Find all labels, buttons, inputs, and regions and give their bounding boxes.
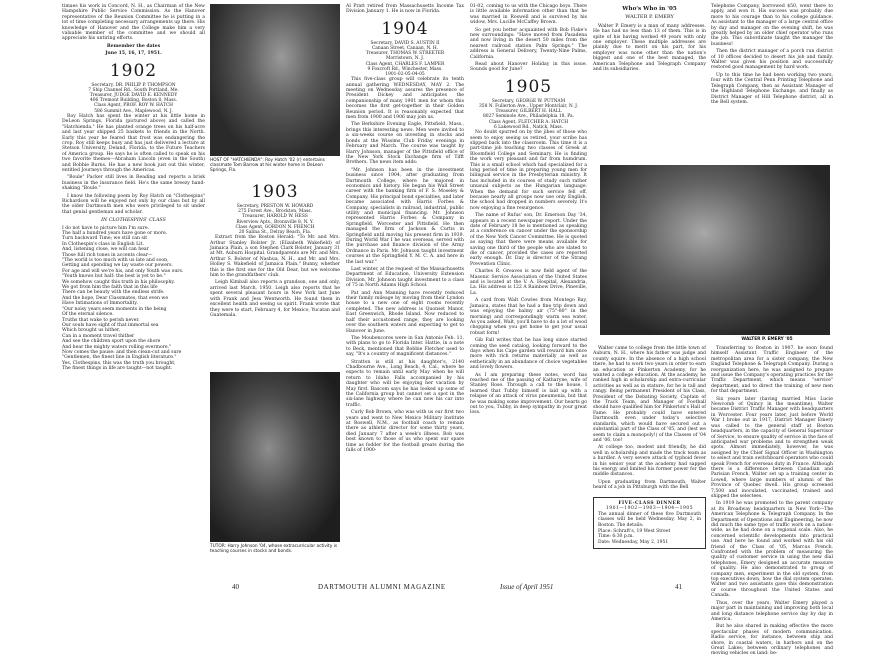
box-text: The annual dinner of these five Dartmouth classes will be held Wednesday, May 2, in Boston. The details: [598, 511, 701, 528]
paragraph: The Moubencores were in San Antonio Feb. 11, with plans to go to Florida Inter. Hattie, in a note to Beck, mentioned that Bobbie Fletcher used to say, "It's a country of magnificent distances." [346, 335, 464, 358]
column-1 [62, 4, 205, 579]
paragraph: A card from Walt Cowles from Montego Bay, Jamaica, states that he had a fine trip down and was enjoying the balmy air (75°-80° in the morning) and correspondingly warm sea water. As you asked, Walt, you'll have to do a lot of wood chopping when you get home to get your usual robust form! [470, 298, 587, 336]
paragraph: The name of Rufus' son, Dr. Emerson Day '34, appears in a recent newspaper report. Under the date of February 18 he is mentioned as speaking at a conference on cancer under the sponsorship of the New York Cancer Committee. He is quoted as saying that there were means available for saving one third of the people who are slated to die of cancer, provided the cases are reported early enough. Dr. Day is director of the Strang Prevention Clinic. [470, 213, 587, 267]
paragraph: So get you better acquainted with Bob Fiske's new surroundings: "Have moved from Pasadena and now living in the desert 50 miles from the nearest railroad station Palm Springs." The address is General Delivery, Twenty-Nine Palms, California. [470, 27, 587, 60]
officer-address: Canaan Street, Canaan, N. H. [371, 46, 439, 52]
box-place: Place: Schraft's, 19 West Street [598, 528, 671, 534]
poem-line: "The world is too much with us late and soon, [62, 258, 169, 264]
officer-treasurer: Treasurer, GILBERT H. HALL [495, 109, 562, 115]
poem-line: I do not have to picture him I'm sure. [62, 225, 150, 231]
officer-address: Morristown, N. J. [386, 56, 424, 62]
officer-address: 358 N. Fullerton Ave., Upper Montclair, N. J. [478, 104, 578, 110]
box-years: 1901—1902—1903—1904—1905 [605, 506, 694, 512]
paragraph: 01-02, coming to us with the Chicago boys. There is little available information other than that he was married in Roswell and is survived by his widow, Mrs. Lucille McCaffey Brown. [470, 4, 587, 26]
paragraph: As I am preparing these notes, word has reached me of the passing of Katharyne, wife of Stanley Rose. Through a call to the house, I learned that Tubby himself is laid up with a relapse of an attack of virus pneumonia, but that he was making some improvement. Our hearts go out to you, Tubby, in deep sympathy in your great loss. [470, 372, 587, 416]
paragraph: But he also shared in making effective the more spectacular phases of modern communication. Radio service, for instance, between ship and shore, in coastal waters, in harbors and on the Great Lakes; between ordinary telephones and moving vehicles on land: be- [711, 624, 833, 657]
paragraph: Then the district manager of a porch run district of 10 offices decided to desert his job and family. Walter was given his position and successfully restored good management by hard work. [711, 49, 833, 71]
photo-caption-hatchienda: HOST OF "HATCHIENDA": Roy Hatch '02 (r) entertains classmate Tom Barrow at his winter home in DeLeon Springs, Fla. [210, 158, 325, 173]
paragraph: Pat and Ann Manning have recently reduced their family mileage by moving from their Lyndon house to a new one of eight rooms recently completed. The new address is Quonset Manor, East Greenwich, Rhode Island. Now reduced to half their accustomed range, they are looking over the southern waters and expecting to get to Hanover in June. [346, 290, 464, 334]
paragraph: Up to this time he had been working two years, four with the Central Penn Printing Telephone and Telegraph Company, then as Assistant Manager of the Highland Telephone Exchange, and finally as District Manager of Hill Telephone district, all in the Bell system. [711, 72, 833, 105]
paragraph: Walter came to college from the little town of Auburn, N. H., where his father was judge and county squire. In the absence of a high school there, he had to work two years in order to earn an education at Pinkerton Academy, for he wanted a college education. At the academy, he ranked high in scholarship and extra-curricular activities as well as in stature, for he is tall and rangy. Being permanent President of his Class, President of the Debating Society, Captain of the Track Team, and Manager of Football should have qualified him for Pinkerton's Hall of Fame. He probably could have entered Dartmouth even under today's selective standards, which would have secured out a substantial part of the Class of '05, and (lest we seem to claim a monopoly!) of the Classes of '04 and '06, too! [593, 346, 706, 443]
box-title: FIVE-CLASS DINNER [618, 500, 681, 506]
remember-dates-heading: Remember the dates [106, 43, 161, 49]
paragraph: Roy Hatch has spent the winter at his little home in DeLeon Springs, Florida (pictured above) and called the "Hatchienda." He has planted orange trees on his half-acre and last year shipped 25 baskets to friends in the North. Early this year he feared that frost was endangering the crop. Roy still keeps busy and has just delivered a lecture at Stetson University, Deland, Florida, to the Future Teachers of America group. He says he is often called to speak on his two favorite themes—Abraham Lincoln (even in the South) and Bobbie Burns. He has a new book just out this winter, entitled Journeys through the Americas. [62, 113, 205, 173]
officer-address: 9 Foxcroft Rd., Winchester, Mass. [367, 66, 443, 72]
column-5-top [593, 4, 706, 162]
officer-class-agent: Class Agent, CHARLES F. LAMPER [365, 61, 445, 67]
poem-line: Have Intimations of Immortality. [62, 301, 138, 307]
officer-treasurer: Treasurer, THOMAS W. STREETER [365, 51, 445, 57]
poem-line: The half a hundred years have gone or more. [62, 231, 168, 236]
poem-title: IN CLOTHESPINS' CLASS [101, 218, 166, 224]
officer-address: 20 Salina St., Delray Beach, Fla. [238, 230, 312, 236]
class-year-1905: 1905 [504, 76, 553, 97]
paragraph: "Mr. Johnson has been in the investment business since 1904, after graduating from Dartmouth College, where he majored in economics and history. He began his Wall Street career with the banking firm of F. S. Moseley & Company. His principal bond specialties, and later became associated with Harris Forbes & Company, specialists in railroad, industrial, public utility and municipal financing. Mr. Johnson represented Harris Forbes & Company in Springfield, Worcester and Pittsfield. He then managed the firm of Jackson & Curtis in Springfield until moving his present firm in 1939. During World War I he was overseas, served with the purchase and finance division of the Army Ordnance in Paris. Mr. Johnson taught investment courses at the Springfield Y. M. C. A. and here in the last war." [346, 167, 464, 265]
poem-line: For age and will we're his, and only Youth was ours. [62, 268, 184, 274]
officer-address: 7 Ship Channel Rd., South Portland, Me. [88, 87, 179, 93]
paragraph: At college too, modest and friendly, he did well in scholarship and made the track team as a hurdler. A very severe attack of typhoid fever in his senior year at the academy had sapped his energy and limited his former power for the middle distances. [593, 445, 706, 478]
paragraph: "Boule" Packer still lives in Reading and reports a brisk business in the insurance field. He's the same breezy hand-shaking "Boule." [62, 175, 205, 192]
paragraph: Extract from the Boston Herald: "To Mr. and Mrs. Arthur Stanley Bolster Jr. (Elizabeth Wakefield) of Jamaica Plain, a son Stephen Clark Bolster, January 31 at Mt. Auburn Hospital. Grandparents are Mr. and Mrs. Arthur S. Bolster of Nashua, N. H., and Mr. and Mrs. Holley S. Wakefield of Jamaica Plain." Bunny, whether this is the first one for the Old Dear, but we welcome him to the grandfathers' club. [210, 235, 340, 279]
officer-class-agent: Class Agent, FLETCHER A. HATCH [488, 119, 569, 125]
column-2 [210, 178, 340, 370]
issue-date: Issue of April 1951 [500, 583, 554, 591]
paragraph: Curly Bob Brown, who was with us our first two years and went to New Mexico Military Institute at Roswell, N.M., as football coach to remain there as athletic director for some thirty years, died January 7 after a week's illness. Bob was best known to those of us who spent our spare time as fodder for the football greats during the falls of 1900- [346, 410, 464, 454]
magazine-title: DARTMOUTH ALUMNI MAGAZINE [318, 583, 446, 591]
paragraph: This five-class group will celebrate its tenth annual gathering WEDNESDAY, MAY 2. The meeting on Wednesday assures the presence of President Dickey and anticipates the companionship of many 1901 men for whom this becomes the first get-together in their Golden Reunion period. It is reasonably expected that men from 1900 and 1906 may join us. [346, 77, 464, 121]
paragraph: I know the following poem by Roy Hatch on "Clothespins" Richardson will be enjoyed not only by our class but by all the older Dartmouth men who were privileged to sit under that genial gentleman and scholar. [62, 193, 205, 215]
page-number-right: 41 [675, 583, 682, 591]
column-3 [346, 4, 464, 579]
poem-line: Turn backward Time; we still can sit [62, 236, 148, 242]
officer-secretary: Secretary, GEORGE W. PUTNAM [491, 98, 566, 104]
reunion-dates: June 15, 16, 17, 1951. [105, 51, 162, 57]
paragraph: Last winter, at the request of the Massachusetts Department of Education, University Extension Division, Mr. Johnson taught investment to a class of 75 in North Adams High School. [346, 267, 464, 289]
photo-walter-emery [600, 165, 830, 335]
paragraph: Thus, over the years, Walter Emery played a major part in maintaining and improving both local and long distance telephone service day by day in America. [711, 600, 833, 622]
box-date: Date: Wednesday, May 2, 1951 [598, 539, 669, 545]
poem-line: And hear the mighty waters rolling evermore." [62, 344, 172, 350]
poem-line: Yes, Clothespins, this was the truth you brought, [62, 360, 176, 366]
poem-line: And, listening close, we will can hear [62, 247, 149, 253]
poem-line: Getting and spending we lay waste our powers. [62, 263, 173, 269]
paragraph: Telephone Company, borrowed $50, went there to apply, and won it. His success was probably due more to his courage than to his college guidance. As assistant to the manager of a large central office by day and manager on the evening shift, he was greatly helped by an older chief operator who runs the job. This subordinate taught the manager the business! [711, 4, 833, 47]
poem-line: "Youth knows but half: the best is yet to be." [62, 274, 166, 280]
officer-secretary: Secretary, DAVID S. AUSTIN II [370, 40, 440, 46]
officer-address: 6 Lakewood Rd., Natick, Mass. [493, 124, 564, 130]
paragraph: Six years later (having married Miss Lucie Newcomb of Quincy in the meantime), Walter became District Traffic Manager with headquarters in Worcester. Four years later, just before World War I broke out in 1917, District Manager Emery was called to the general staff at Boston headquarters, in the capacity of General Supervisor of Service, to ensure quality of service in the face of anticipated war problems and to strengthen weak spots. Almost immediately, however, he was assigned by the Chief Signal Officer in Washington to select and train switchboard operators who could speak French for overseas duty in France. Although there is a difference between Canadian and Parisian French, Walter set up a training center in Lowell, where large numbers of alumni of the Province of Quebec dwell. His group screened 7,500 and inoculated, vaccinated, trained and shipped the selectees. [711, 396, 833, 499]
poem-line: "Our noisy years seem moments in the being [62, 306, 167, 312]
paragraph: The Berkshire Evening Eagle, Pittsfield, Mass., brings this interesting news. Men were invited to a six-weeks course on investing in stocks and bonds at the Wissims Club Friday evenings in February and March. The course was taught by Harry Johnson, manager of the Pittsfield office of the New York Stock Exchange firm of Tifft Brothers. The news item adds: [346, 122, 464, 166]
paragraph: Leigh Kimball also reports a grandson, one and only, arrived last March, 1950. Leigh also reports that he spent several pleasant hours in New York last June with Frank and Jess Wentworth. He found them in excellent health and seeing us spirit. Frank wrote that they were to start, February 4, for Mexico, Yucatan and Guatemala. [210, 280, 340, 318]
paragraph: Upon graduating from Dartmouth, Walter heard of a job in Pittsburgh with the Bell [593, 479, 706, 491]
paragraph: Stratton is still at his daughter's, 2140 Chadbourne Ave., Long Beach, 4, Cal., where he expects to remain until early May when he will return to Idaho Falls accompanied by his daughter who will be enjoying her vacation by May first. Bascom says he has looked up some of the California group but cannot set a spot in the six-lane highway where he can now his car into traffic. [346, 359, 464, 408]
column-5-bottom [593, 346, 706, 576]
officer-secretary: Secretary, PRESTON W. HOWARD [236, 204, 314, 209]
poem-line: Truths that wake to perish never. [62, 317, 140, 323]
poem-line: "Gentlemen, the finest line in English literature." [62, 355, 177, 361]
column-6-bottom [711, 346, 833, 657]
officer-address: 275 Forest Ave., Brockton, Mass. [238, 209, 312, 215]
paragraph: Transferring to Boston in 1907, he soon found himself Assistant Traffic Engineer of the metropolitan area for a sister company, the New England Telephone & Telegraph Company. During a reorganization here, he was assigned to prepare and issue the Company's operating practices for the Traffic Department, which means "service" department, and to direct the training of new men for that department. [711, 346, 833, 395]
officer-treasurer: Treasurer, HAROLD W. HESS [242, 214, 308, 220]
poem-line: And see the children sport upon the shore [62, 339, 161, 345]
paragraph: In 1919 he was promoted to the parent company at its Broadway headquarters in New York—The American Telephone & Telegraph Company. In the Department of Operations and Engineering, he now did much the same type of traffic work on a nation-wide, as he had done on a regional scale. Also, he concerned scientific developments into practical use. And here he found and worked with his old friend of the Class of '05, Marcus French. Confronted with the problem of measuring the quality of customer service in using the new dial telephones, Emery designed an accurate measure of quality. He also demonstrated to group of company men, experiment in the old system, from top executives down, how the dial system operates. Walter and two assistants gave this demonstration or course throughout the United States and Canada. [711, 501, 833, 599]
officer-address: Riverview Apts., Bronxville 8, N. Y. [236, 219, 314, 225]
column-4 [470, 4, 587, 579]
paragraph: Al Pratt retired from Massachusetts Income Tax Division January 1. He is now in Florida. [346, 4, 464, 15]
poem-line: The finest things in life are taught—not taught. [62, 366, 173, 372]
five-class-dinner-box [593, 497, 706, 550]
poem-line: Now comes the pause: and then clean-cut and sure [62, 349, 182, 355]
officer-class-agent: Class Agent, GORDON N. FRENCH [235, 224, 315, 230]
article-byline: WALTER P. EMERY [625, 14, 674, 21]
class-year-1903: 1903 [251, 182, 299, 202]
class-year-1902: 1902 [109, 60, 158, 81]
page-number-left: 40 [232, 583, 239, 591]
photo-hatchienda [210, 4, 340, 156]
paragraph: Gib Fall writes that he has long since started coming the seed catalog, looking forward to the days when his Cape garden will reward him once more with rich returns materially as well as esthetically in an abundance of choice vegetables and lovely flowers. [470, 338, 587, 371]
officer-address: 586 Summit Ave., Maplewood, N. J. [94, 108, 173, 114]
paragraph: Charles R. Greaves is now field agent of the Masonic Service Association of the United States and is located at the V. A. Hospital, Alexandria, La. His address is 122 A Rainbow Drive, Pineville, La. [470, 269, 587, 296]
poem-line: There can be beauty with the endless strife. [62, 290, 165, 296]
paragraph: timues his work in Concord, N. H., as Chairman of the New Hampshire Public Service Commission. As the Hanover representative of the Reunion Committee he is putting in a lot of time completing necessary arrangements up there. His knowledge of Hanover and the College make him a very valuable member of the committee and we should all appreciate his untiring efforts. [62, 4, 205, 42]
five-class-years: 1901-02-05-04-05 [385, 72, 425, 78]
photo-caption-emery: WALTER P. EMERY '05 [741, 337, 793, 342]
article-headline: Who's Who in '05 [622, 6, 677, 12]
paragraph: No doubt spurred on by the jibes of those who seem to enjoy seeing us retired, your scribe has slipped back into the classroom. This time it is a part-time job teaching two classes of Greek at Bloomfield College and Seminary. He is finding the work very pleasant and far from humdrum. This is a small school which had specialized for a long period of time in preparing young men for bilingual service in the Presbyterian ministry. It has included in its courses of study such rather unusual subjects as the Hungarian language. When the demand for such service fell off, because nearly all groups now use only English, the school had dropped in numbers severely. It's now enjoying a fine resurgence. [470, 130, 587, 211]
officer-address: 406 Tremont Building, Boston 8, Mass. [89, 98, 178, 104]
officer-class-agent: Class Agent, PROF. ROY W. HATCH [94, 103, 173, 109]
photo-harry-johnson [210, 372, 340, 542]
paragraph: Walter P. Emery is a man of many addresses. He has had no less than 13 of them. This is in spite of his having worked 49 years with only one employer. These multiple addresses are plainly due to merit on his part, for his employer was none other than the nation's biggest and one of the best managed, the American Telephone and Telegraph Company and its subsidiaries. [593, 23, 706, 73]
paragraph: Read about Hanover Holiday in this issue. Sounds good for June? [470, 62, 587, 73]
poem-line: And the hope, Dear Classmates, that even we [62, 295, 169, 301]
poem-line: In Clothespin's class in English Lit. [62, 241, 144, 247]
poem-line: Can in a moment travel thither [62, 333, 135, 339]
poem-line: Those full rich tones in accents clear— [62, 252, 153, 258]
box-time: Time: 6:30 p.m. [598, 534, 634, 540]
photo-caption-tutor: TUTOR: Harry Johnson '04, whose extracurricular activity is teaching courses in stocks and bonds. [210, 544, 338, 554]
poem-line: Which brought us hither, [62, 328, 121, 334]
poem [62, 226, 205, 372]
officer-secretary: Secretary, DR. PHILIP P. THOMPSON [91, 82, 176, 88]
poem-line: Of the eternal silence. [62, 312, 114, 318]
officer-treasurer: Treasurer, JUDGE DAVID E. KENNEDY [89, 93, 178, 99]
column-6-top [711, 4, 833, 162]
poem-line: Our souls have sight of that immortal sea [62, 322, 159, 328]
officer-address: 8027 Seminole Ave., Philadelphia 18, Pa. [482, 114, 575, 120]
poem-line: We somehow caught this truth in his philosophy. [62, 279, 175, 285]
poem-line: We got from him the faith that in this life [62, 285, 158, 291]
class-year-1904: 1904 [381, 18, 429, 39]
